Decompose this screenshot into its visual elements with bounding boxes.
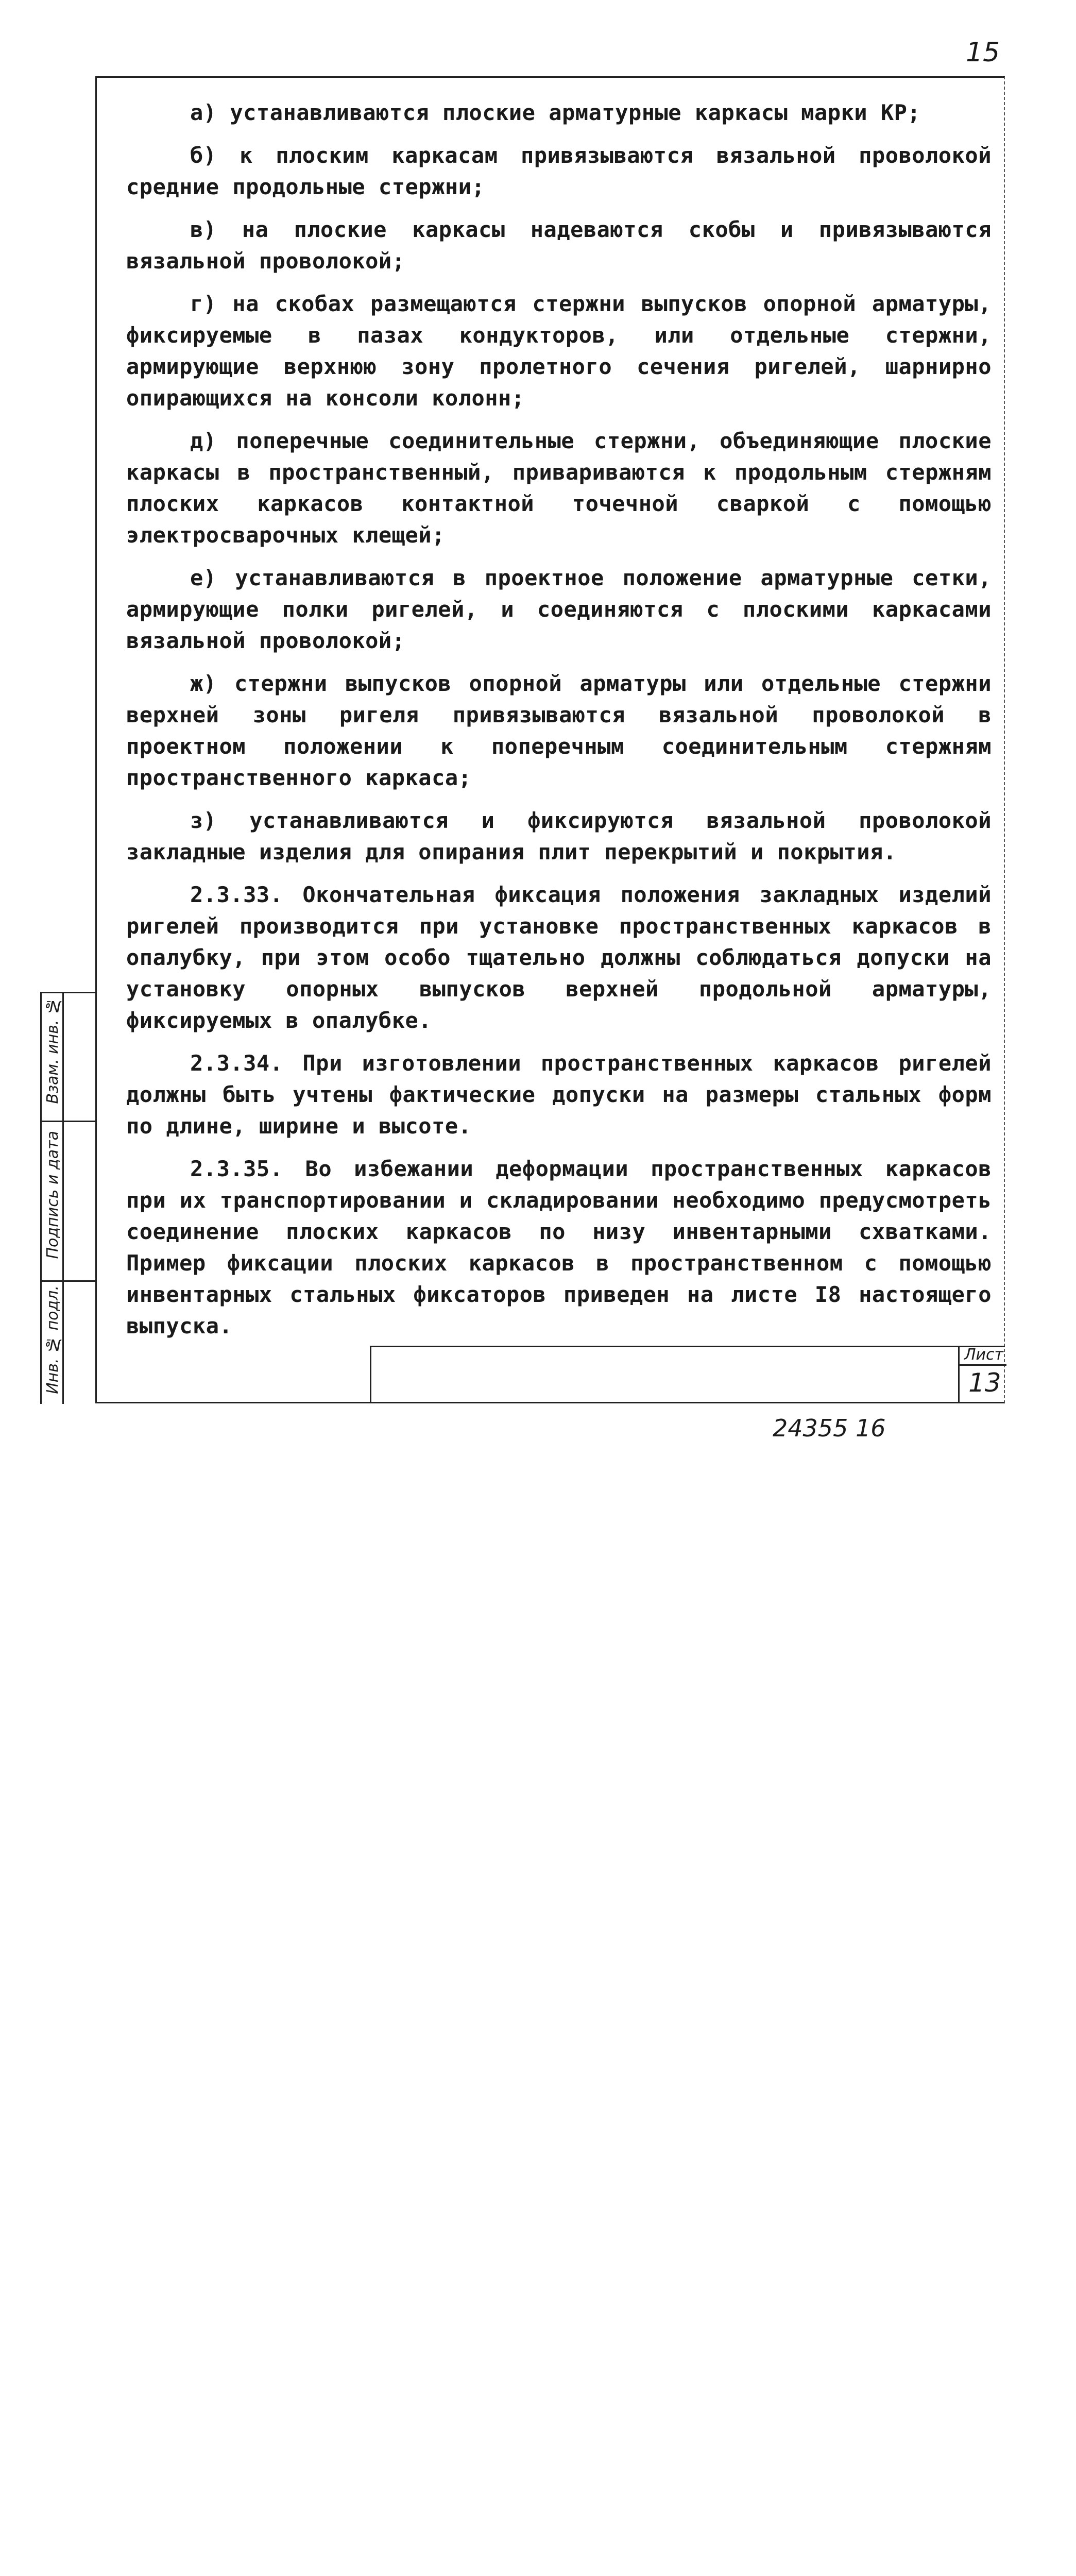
title-block [370, 1346, 1005, 1403]
document-body [126, 97, 992, 1353]
margin-stamp [40, 992, 95, 1404]
stamp-podpis-data: Подпись и дата [44, 1131, 62, 1259]
paragraph-zh: ж) стержни выпусков опорной арматуры или отдельные стержни верхней зоны ригеля привязываются вязальной проволокой в проектном положении к поперечным соединительным стержням пространственного каркаса; [126, 671, 992, 790]
paragraph-b: б) к плоским каркасам привязываются вязальной проволокой средние продольные стержни; [126, 143, 992, 199]
bottom-handwritten-note: 24355 16 [773, 1414, 886, 1442]
sheet-label: Лист [964, 1346, 1004, 1364]
paragraph-v: в) на плоские каркасы надеваются скобы и привязываются вязальной проволокой; [126, 217, 992, 274]
paragraph-d: д) поперечные соединительные стержни, объединяющие плоские каркасы в пространственный, привариваются к продольным стержням плоских каркасов контактной точечной сваркой с помощью электросварочных клещей; [126, 428, 992, 548]
sheet-cell-divider [960, 1364, 1006, 1366]
paragraph-a: а) устанавливаются плоские арматурные каркасы марки КР; [190, 100, 921, 125]
margin-stamp-line [42, 1280, 97, 1282]
paragraph-g: г) на скобах размещаются стержни выпусков опорной арматуры, фиксируемые в пазах кондукторов, или отдельные стержни, армирующие верхнюю зону пролетного сечения ригелей, шарнирно опирающихся на консоли колонн; [126, 291, 992, 411]
page-number-top: 15 [966, 37, 1000, 68]
sheet-number: 13 [968, 1368, 1001, 1398]
margin-stamp-line [42, 992, 97, 993]
margin-stamp-line [42, 1121, 97, 1122]
stamp-vzam-inv: Взам. инв. № [44, 997, 62, 1104]
paragraph-e: е) устанавливаются в проектное положение арматурные сетки, армирующие полки ригелей, и соединяются с плоскими каркасами вязальной проволокой; [126, 565, 992, 653]
paragraph-2-3-34: 2.3.34. При изготовлении пространственных каркасов ригелей должны быть учтены фактические допуски на размеры стальных форм по длине, ширине и высоте. [126, 1050, 992, 1139]
stamp-inv-podl: Инв. № подл. [44, 1285, 62, 1394]
paragraph-z: з) устанавливаются и фиксируются вязальной проволокой закладные изделия для опирания плит перекрытий и покрытия. [126, 808, 992, 865]
paragraph-2-3-33: 2.3.33. Окончательная фиксация положения закладных изделий ригелей производится при установке пространственных каркасов в опалубку, при этом особо тщательно должны соблюдаться допуски на установку опорных выпусков верхней продольной арматуры, фиксируемых в опалубке. [126, 882, 992, 1033]
margin-stamp-divider [62, 992, 64, 1404]
paragraph-2-3-35: 2.3.35. Во избежании деформации пространственных каркасов при их транспортировании и складировании необходимо предусмотреть соединение плоских каркасов по низу инвентарными схватками. Пример фиксации плоских каркасов в пространственном с помощью инвентарных стальных фиксаторов приведен на листе I8 настоящего выпуска. [126, 1156, 992, 1338]
